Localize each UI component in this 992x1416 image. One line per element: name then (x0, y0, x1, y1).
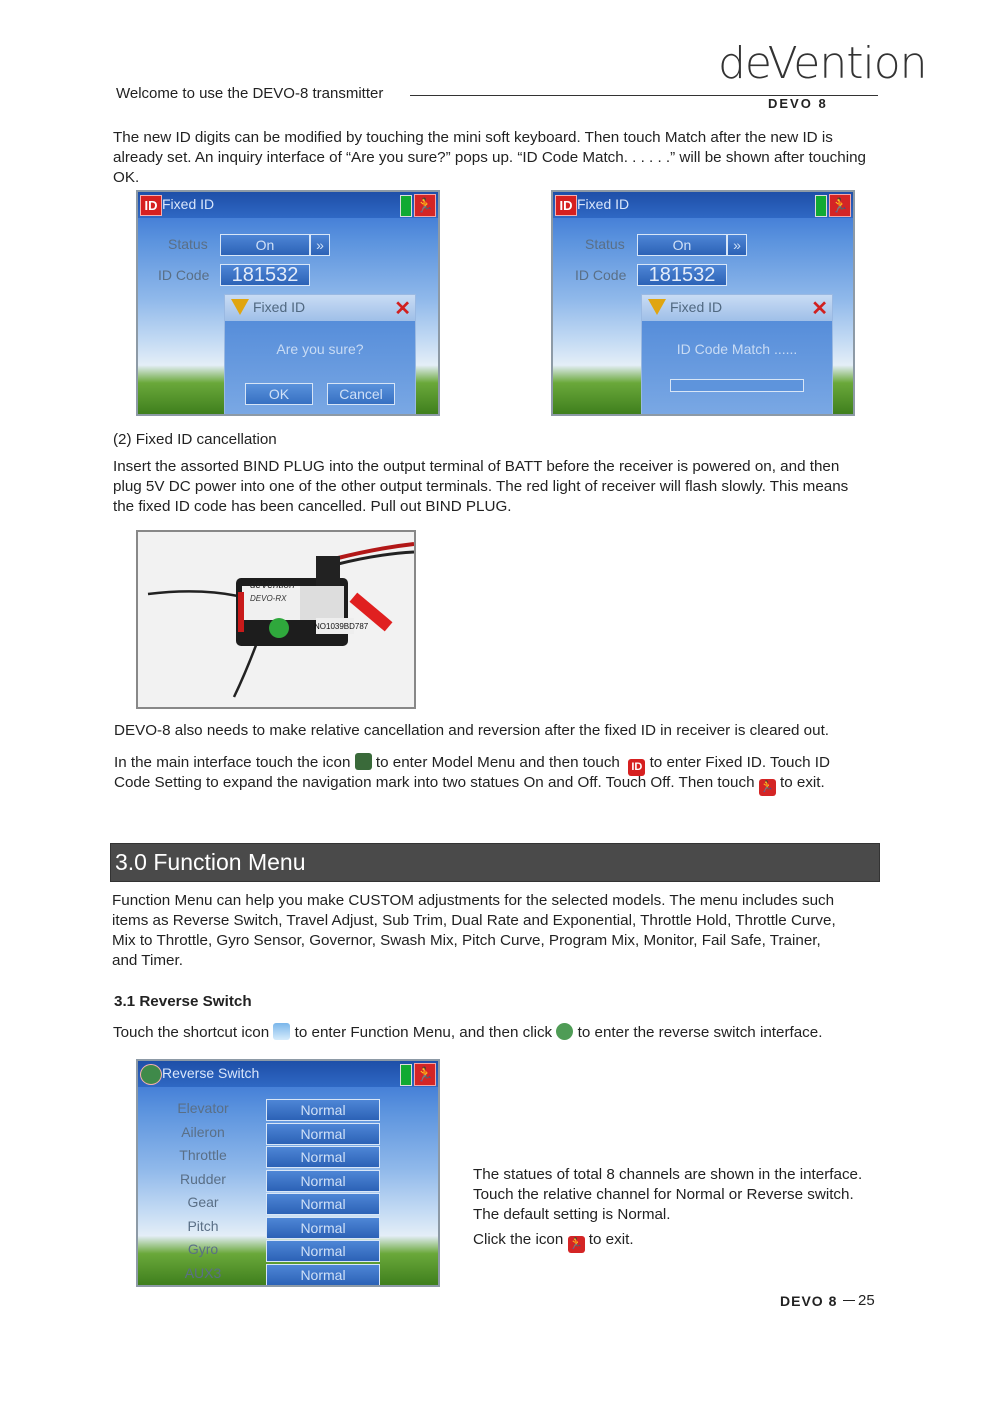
receiver-serial-label: NO1039BD787 (314, 622, 369, 631)
battery-icon (400, 195, 412, 217)
reverse-intro-part-1: Touch the shortcut icon (113, 1024, 270, 1041)
expand-arrow-icon[interactable]: » (310, 234, 330, 256)
section-title: 3.0 Function Menu (115, 849, 306, 875)
battery-icon (400, 1064, 412, 1086)
reverse-switch-icon (140, 1064, 162, 1085)
page-number: 25 (858, 1292, 875, 1309)
close-icon[interactable]: ✕ (394, 298, 411, 320)
channel-value-button[interactable]: Normal (266, 1123, 380, 1145)
status-label: Status (168, 236, 208, 252)
section-header (110, 843, 880, 882)
channel-value-button[interactable]: Normal (266, 1146, 380, 1168)
relative-line-3-part-2: to exit. (780, 774, 825, 791)
section-line-4: and Timer. (112, 952, 183, 969)
relative-line-2-part-1: In the main interface touch the icon (114, 754, 351, 771)
reverse-desc-2: Touch the relative channel for Normal or Reverse switch. (473, 1186, 854, 1203)
channel-value-button[interactable]: Normal (266, 1099, 380, 1121)
reverse-desc-1: The statues of total 8 channels are shown in the interface. (473, 1166, 863, 1183)
fixed-id-confirm-screen (136, 190, 440, 416)
reverse-desc-3: The default setting is Normal. (473, 1206, 671, 1223)
screen-titlebar (138, 192, 438, 218)
channel-label: Gyro (187, 1241, 219, 1257)
section-line-1: Function Menu can help you make CUSTOM adjustments for the selected models. The menu includes such (112, 892, 835, 909)
channel-value-button[interactable]: Normal (266, 1170, 380, 1192)
warning-icon (648, 299, 666, 315)
channel-label: Pitch (187, 1217, 219, 1234)
channel-value-button[interactable]: Normal (266, 1193, 380, 1215)
channel-value-button[interactable]: Normal (266, 1264, 380, 1286)
exit-icon[interactable]: 🏃 (829, 194, 851, 217)
fixed-id-icon: ID (555, 195, 577, 216)
channel-label: AUX3 (184, 1264, 222, 1281)
header-welcome: Welcome to use the DEVO-8 transmitter (116, 85, 384, 102)
status-field[interactable]: On (637, 234, 727, 256)
exit-icon[interactable]: 🏃 (414, 194, 436, 217)
screen-titlebar (138, 1061, 438, 1087)
dialog-header (225, 295, 415, 321)
fixed-id-match-screen (551, 190, 855, 416)
function-menu-icon (273, 1023, 290, 1040)
reverse-exit-part-2: to exit. (588, 1231, 634, 1248)
receiver-photo (136, 530, 416, 709)
brand-logo: deVention (718, 38, 927, 89)
id-code-field[interactable]: 181532 (637, 264, 727, 286)
exit-icon: 🏃 (568, 1236, 585, 1253)
expand-arrow-icon[interactable]: » (727, 234, 747, 256)
intro-line-2: already set. An inquiry interface of “Are you sure?” pops up. “ID Code Match. . . . . .” will be shown after touching (113, 149, 866, 166)
channel-label: Elevator (177, 1100, 229, 1116)
channel-label: Aileron (181, 1123, 225, 1140)
dialog-message: Are you sure? (276, 341, 364, 357)
reverse-intro (113, 1023, 822, 1043)
screen-title: Fixed ID (162, 196, 215, 212)
fixed-id-icon: ID (628, 759, 645, 776)
warning-icon (231, 299, 249, 315)
footer-model: DEVO 8 (780, 1293, 838, 1309)
dialog-title: Fixed ID (253, 299, 306, 315)
id-code-field[interactable]: 181532 (220, 264, 310, 286)
match-dialog (641, 294, 833, 416)
match-progress-bar (670, 379, 804, 392)
id-code-label: ID Code (158, 267, 210, 283)
confirm-dialog (224, 294, 416, 416)
reverse-switch-screen (136, 1059, 440, 1287)
relative-line-1: DEVO-8 also needs to make relative cancellation and reversion after the fixed ID in receiver is cleared out. (114, 722, 830, 739)
reverse-exit-part-1: Click the icon (473, 1231, 564, 1248)
cancel-button[interactable]: Cancel (327, 383, 395, 405)
dialog-header (642, 295, 832, 321)
channel-label: Gear (187, 1194, 219, 1210)
screen-title: Fixed ID (577, 196, 630, 212)
channel-label: Rudder (180, 1170, 226, 1187)
section-line-2: items as Reverse Switch, Travel Adjust, Sub Trim, Dual Rate and Exponential, Throttle Hold, Throttle Curve, (112, 912, 836, 929)
status-label: Status (585, 236, 625, 252)
relative-line-2-part-3: to enter Fixed ID. Touch ID (649, 754, 830, 771)
relative-line-3-part-1: Code Setting to expand the navigation mark into two statues On and Off. Touch Off. Then touch (114, 774, 755, 791)
screen-title: Reverse Switch (162, 1065, 260, 1081)
dialog-title: Fixed ID (670, 299, 723, 315)
relative-line-3 (114, 773, 825, 796)
channel-value-button[interactable]: Normal (266, 1240, 380, 1262)
dialog-message: ID Code Match ...... (676, 341, 798, 357)
id-code-label: ID Code (575, 267, 627, 283)
screen-titlebar (553, 192, 853, 218)
channel-label: Throttle (179, 1147, 227, 1163)
cancellation-heading: (2) Fixed ID cancellation (113, 431, 277, 448)
intro-line-3: OK. (113, 169, 140, 186)
receiver-illustration (138, 532, 414, 707)
brand-model: DEVO 8 (768, 96, 828, 111)
battery-icon (815, 195, 827, 217)
cancellation-line-1: Insert the assorted BIND PLUG into the output terminal of BATT before the receiver is powered on, and then (113, 458, 840, 475)
relative-line-2-part-2: to enter Model Menu and then touch (375, 754, 620, 771)
reverse-heading: 3.1 Reverse Switch (114, 993, 252, 1010)
section-line-3: Mix to Throttle, Gyro Sensor, Governor, Swash Mix, Pitch Curve, Program Mix, Monitor, Fail Safe, Trainer, (112, 932, 821, 949)
close-icon[interactable]: ✕ (811, 298, 828, 320)
ok-button[interactable]: OK (245, 383, 313, 405)
model-menu-icon (355, 753, 372, 770)
intro-line-1: The new ID digits can be modified by touching the mini soft keyboard. Then touch Match after the new ID is (113, 129, 833, 146)
reverse-switch-icon (556, 1023, 573, 1040)
cancellation-line-2: plug 5V DC power into one of the other output terminals. The red light of receiver will flash slowly. This means (113, 478, 849, 495)
footer-dash (843, 1300, 855, 1301)
exit-icon: 🏃 (759, 779, 776, 796)
reverse-intro-part-2: to enter Function Menu, and then click (294, 1024, 553, 1041)
fixed-id-icon: ID (140, 195, 162, 216)
header-rule (410, 95, 722, 96)
reverse-exit-line (473, 1230, 634, 1253)
cancellation-line-3: the fixed ID code has been cancelled. Pull out BIND PLUG. (113, 498, 512, 515)
status-field[interactable]: On (220, 234, 310, 256)
channel-value-button[interactable]: Normal (266, 1217, 380, 1239)
receiver-model: DEVO-RX (250, 594, 287, 603)
reverse-intro-part-3: to enter the reverse switch interface. (577, 1024, 823, 1041)
exit-icon[interactable]: 🏃 (414, 1063, 436, 1086)
receiver-brand: deVention (250, 580, 295, 591)
